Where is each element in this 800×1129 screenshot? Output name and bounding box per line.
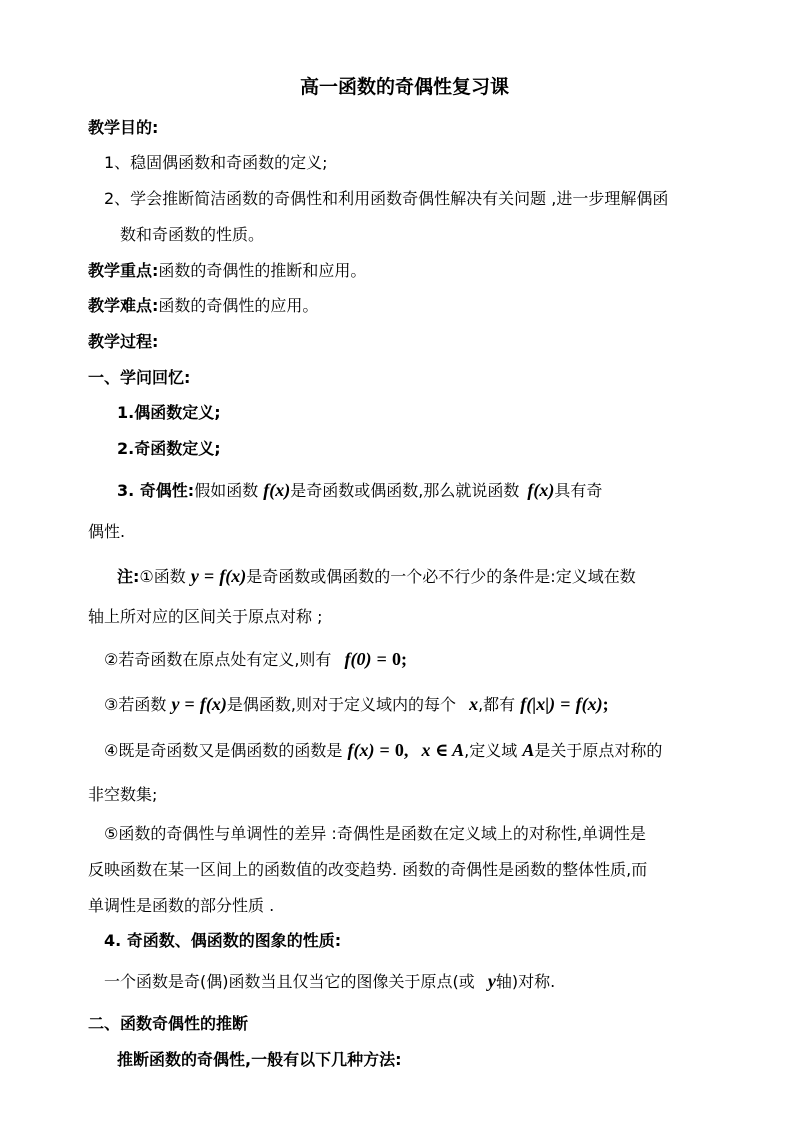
note-4-text-b: ,定义域 (464, 741, 518, 760)
parity-text-b: 是奇函数或偶函数,那么就说函数 (290, 481, 520, 500)
note-5-cont-1: 反映函数在某一区间上的函数值的改变趋势. 函数的奇偶性是函数的整体性质,而 (88, 860, 648, 879)
note-3-text-a: ③若函数 (104, 695, 167, 714)
math-comma: , (403, 740, 409, 760)
math-x-in-a: x ∈ A (421, 740, 465, 760)
note-2-text: ②若奇函数在原点处有定义,则有 (104, 650, 332, 669)
math-x: x (469, 694, 479, 714)
parity-text-a: 假如函数 (194, 481, 259, 500)
note-1-text-a: ①函数 (139, 567, 186, 586)
page-title: 高一函数的奇偶性复习课 (300, 76, 510, 98)
math-f0: f(0) (344, 649, 372, 669)
note-4-text-a: ④既是奇函数又是偶函数的函数是 (104, 741, 343, 760)
key-point-text: 函数的奇偶性的推断和应用。 (158, 261, 367, 280)
parity-definition-cont: 偶性. (88, 522, 126, 541)
parity-label: 3. 奇偶性: (117, 481, 195, 500)
graph-property-text-a: 一个函数是奇(偶)函数当且仅当它的图像关于原点(或 (104, 972, 475, 991)
process-heading: 教学过程: (88, 332, 159, 351)
difficult-point (88, 296, 318, 316)
math-eq: = (184, 694, 195, 714)
note-label: 注: (117, 567, 140, 586)
note-5-cont-2: 单调性是函数的部分性质 . (88, 896, 275, 915)
parity-definition (117, 480, 602, 501)
difficult-point-label: 教学难点: (88, 296, 159, 315)
key-point (88, 261, 366, 281)
graph-property-text-b: 轴)对称. (495, 972, 556, 991)
math-f-abs-x: f(|x|) (520, 694, 556, 714)
note-3-text-c: ,都有 (478, 695, 516, 714)
teaching-goals-heading: 教学目的: (88, 118, 159, 137)
math-fx: f(x) (219, 566, 247, 586)
math-fx: f(x) (199, 694, 227, 714)
part2-heading: 二、函数奇偶性的推断 (88, 1014, 249, 1033)
math-fx: f(x) (575, 694, 603, 714)
math-fx: f(x) (527, 480, 555, 500)
goal-item-2-cont: 数和奇函数的性质。 (120, 225, 265, 244)
goal-item-1: 1、稳固偶函数和奇函数的定义; (104, 153, 328, 172)
note-3-text-b: 是偶函数,则对于定义域内的每个 (226, 695, 456, 714)
note-1-cont: 轴上所对应的区间关于原点对称 ; (88, 607, 323, 626)
part2-intro: 推断函数的奇偶性,一般有以下几种方法: (117, 1050, 402, 1069)
graph-property-heading: 4. 奇函数、偶函数的图象的性质: (104, 931, 342, 950)
math-zero: 0 (394, 740, 404, 760)
math-y: y (487, 971, 496, 991)
note-5: ⑤函数的奇偶性与单调性的差异 :奇偶性是函数在定义域上的对称性,单调性是 (104, 824, 646, 843)
math-y: y (190, 566, 199, 586)
key-point-label: 教学重点: (88, 261, 159, 280)
math-semicolon: ; (400, 649, 407, 669)
even-function-definition: 1.偶函数定义; (117, 403, 221, 422)
math-eq: = (560, 694, 571, 714)
math-eq: = (379, 740, 390, 760)
math-fx: f(x) (263, 480, 291, 500)
note-2 (104, 649, 407, 670)
note-3 (104, 694, 609, 715)
note-1-text-b: 是奇函数或偶函数的一个必不行少的条件是:定义域在数 (246, 567, 636, 586)
math-semicolon: ; (602, 694, 609, 714)
note-4 (104, 740, 662, 761)
note-1 (117, 566, 636, 587)
math-zero: 0 (391, 649, 401, 669)
note-4-cont: 非空数集; (88, 785, 158, 804)
graph-property-text (104, 971, 555, 992)
math-eq: = (376, 649, 387, 669)
math-eq: = (203, 566, 215, 586)
part1-heading: 一、学问回忆: (88, 368, 191, 387)
difficult-point-text: 函数的奇偶性的应用。 (158, 296, 319, 315)
note-4-text-c: 是关于原点对称的 (534, 741, 663, 760)
parity-text-c: 具有奇 (554, 481, 603, 500)
math-y: y (171, 694, 180, 714)
odd-function-definition: 2.奇函数定义; (117, 439, 221, 458)
math-fx: f(x) (347, 740, 375, 760)
math-a: A (522, 740, 535, 760)
goal-item-2: 2、学会推断简洁函数的奇偶性和利用函数奇偶性解决有关问题 ,进一步理解偶函 (104, 189, 669, 208)
